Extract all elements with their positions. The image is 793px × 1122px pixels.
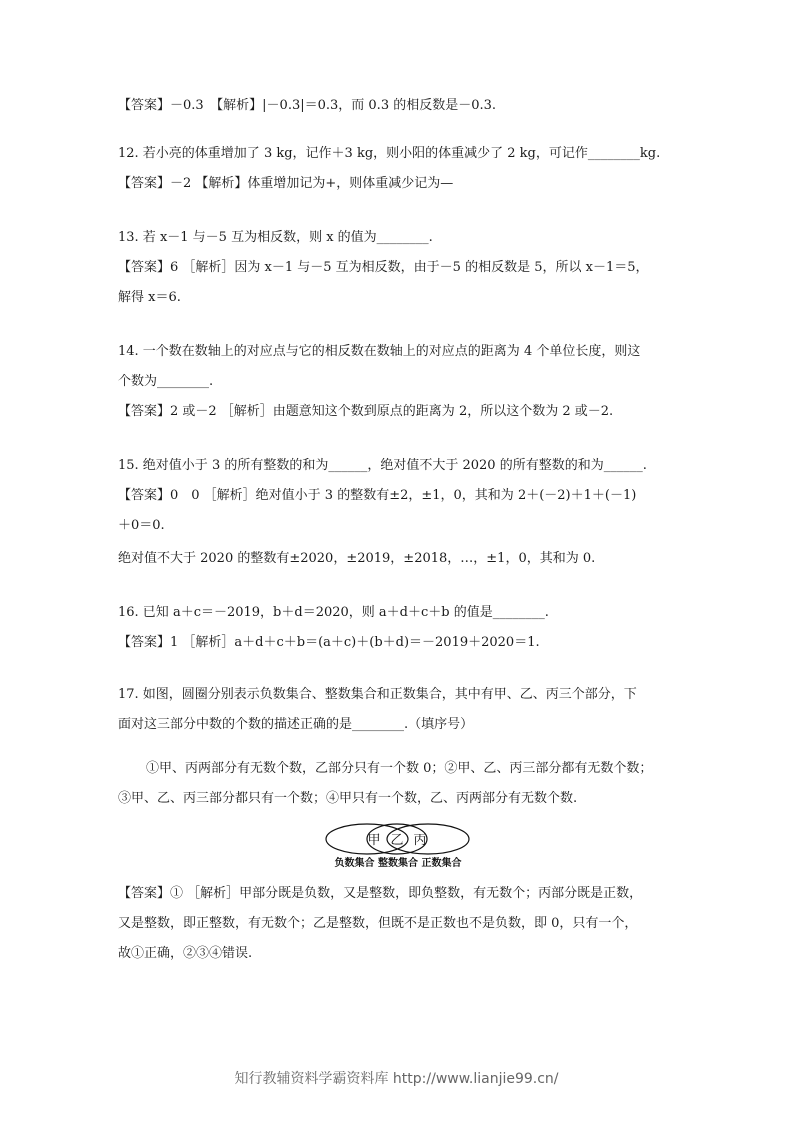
answer-16: 【答案】1 ［解析］a＋d＋c＋b＝(a＋c)＋(b＋d)＝－2019＋2020＝1. xyxy=(118,635,540,650)
option-17-line2: ③甲、乙、丙三部分都只有一个数；④甲只有一个数，乙、丙两部分有无数个数. xyxy=(118,791,578,806)
answer-17-line1: 【答案】① ［解析］甲部分既是负数，又是整数，即负整数，有无数个；丙部分既是正数， xyxy=(118,886,643,901)
question-14-line1: 14. 一个数在数轴上的对应点与它的相反数在数轴上的对应点的距离为 4 个单位长度，则这 xyxy=(118,344,641,359)
region-yi-label: 乙 xyxy=(390,833,404,848)
page-footer: 知行教辅资料学霸资料库 http://www.lianjie99.cn/ xyxy=(234,1071,559,1087)
region-jia-label: 甲 xyxy=(367,833,381,848)
region-bing-label: 丙 xyxy=(413,833,427,848)
answer-13-line2: 解得 x＝6. xyxy=(118,290,181,305)
venn-diagram-svg xyxy=(322,822,474,870)
question-13: 13. 若 x－1 与－5 互为相反数，则 x 的值为________. xyxy=(118,230,433,245)
question-17-line2: 面对这三部分中数的个数的描述正确的是________.（填序号） xyxy=(118,717,474,732)
question-15: 15. 绝对值小于 3 的所有整数的和为______，绝对值不大于 2020 的所有整数的和为______. xyxy=(118,458,647,473)
answer-11: 【答案】－0.3 【解析】|－0.3|＝0.3，而 0.3 的相反数是－0.3. xyxy=(118,98,497,113)
set-caption: 负数集合 整数集合 正数集合 xyxy=(334,858,462,869)
question-17-line1: 17. 如图，圆圈分别表示负数集合、整数集合和正数集合，其中有甲、乙、丙三个部分，下 xyxy=(118,687,637,702)
answer-15-line3: 绝对值不大于 2020 的整数有±2020，±2019，±2018，…，±1，0，其和为 0. xyxy=(118,551,596,566)
option-17-line1: ①甲、丙两部分有无数个数，乙部分只有一个数 0；②甲、乙、丙三部分都有无数个数； xyxy=(146,761,653,776)
answer-13-line1: 【答案】6 ［解析］因为 x－1 与－5 互为相反数，由于－5 的相反数是 5，所以 x－1＝5， xyxy=(118,260,649,275)
answer-17-line2: 又是整数，即正整数，有无数个；乙是整数，但既不是正数也不是负数，即 0，只有一个， xyxy=(118,916,638,931)
answer-15-line2: ＋0＝0. xyxy=(118,518,165,533)
question-12: 12. 若小亮的体重增加了 3 kg，记作＋3 kg，则小阳的体重减少了 2 kg，可记作________kg. xyxy=(118,146,661,161)
answer-14: 【答案】2 或－2 ［解析］由题意知这个数到原点的距离为 2，所以这个数为 2 或－2. xyxy=(118,404,614,419)
question-14-line2: 个数为________. xyxy=(118,374,214,389)
answer-15-line1: 【答案】0 0 ［解析］绝对值小于 3 的整数有±2，±1，0，其和为 2＋(－2)＋1＋(－1) xyxy=(118,488,637,503)
venn-diagram xyxy=(322,822,474,870)
answer-17-line3: 故①正确，②③④错误. xyxy=(118,946,253,961)
question-16: 16. 已知 a＋c＝－2019，b＋d＝2020，则 a＋d＋c＋b 的值是________. xyxy=(118,605,549,620)
answer-12: 【答案】－2 【解析】体重增加记为+，则体重减少记为— xyxy=(118,176,454,191)
